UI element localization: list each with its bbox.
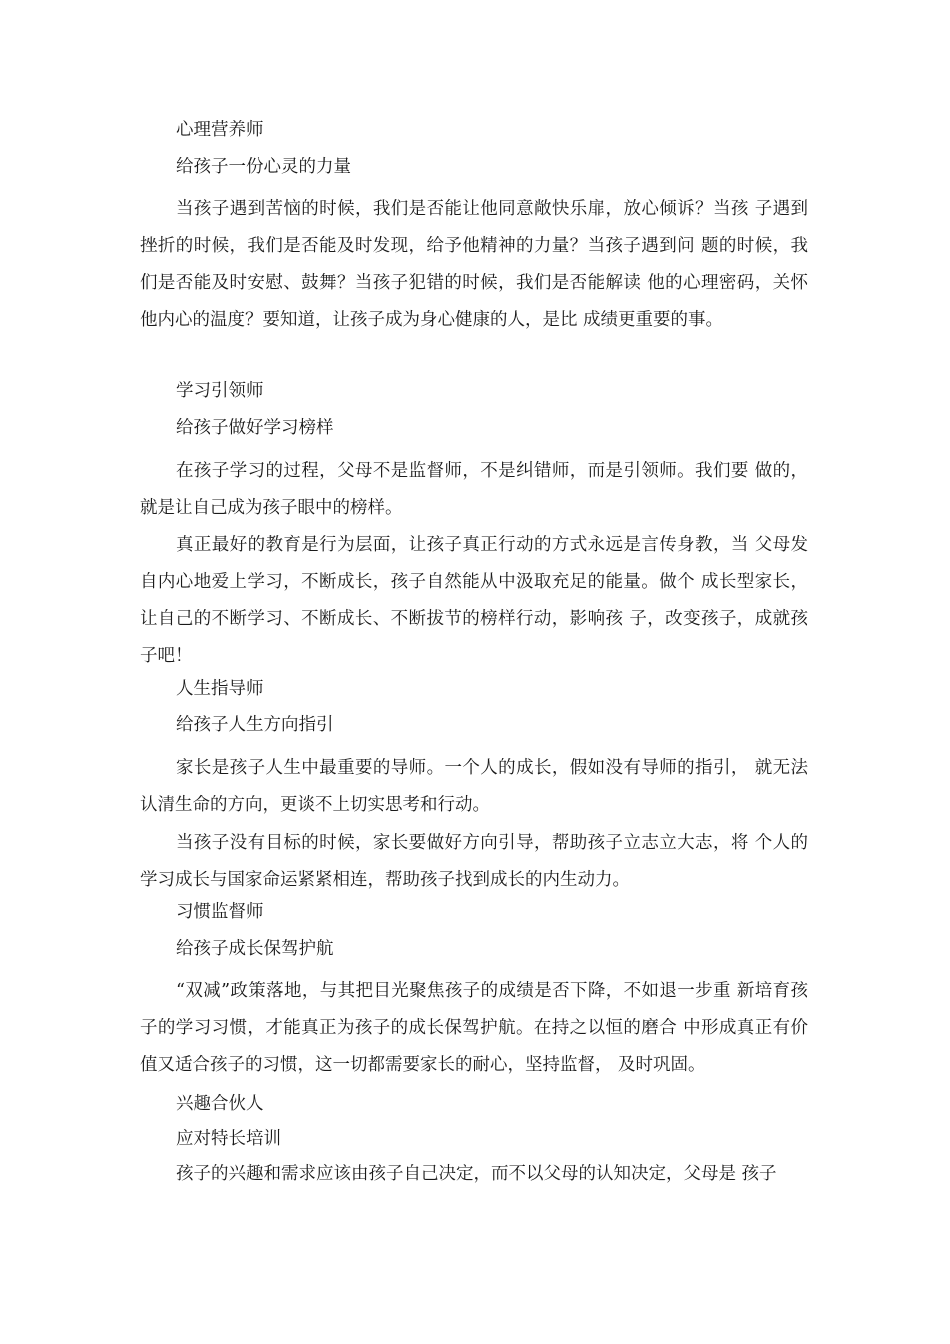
paragraph: 当孩子没有目标的时候，家长要做好方向引导，帮助孩子立志立大志，将 个人的学习成长与国家命运紧紧相连，帮助孩子找到成长的内生动力。 [140,833,808,890]
paragraph: 当孩子遇到苦恼的时候，我们是否能让他同意敞快乐扉，放心倾诉？当孩 子遇到挫折的时候，我们是否能及时发现，给予他精神的力量？当孩子遇到问 题的时候，我们是否能及时安慰、鼓舞？当孩子犯错的时候，我们是否能解读 他的心理密码，关怀他内心的温度？要知道，让孩子成为身心健康的人，是比 成绩更重要的事。 [140,199,808,330]
section-heading: 人生指导师 [176,679,264,699]
section-heading: 兴趣合伙人 [176,1094,264,1114]
section-heading: 心理营养师 [176,120,264,140]
paragraph: 家长是孩子人生中最重要的导师。一个人的成长，假如没有导师的指引， 就无法认清生命的方向，更谈不上切实思考和行动。 [140,758,808,815]
paragraph: 真正最好的教育是行为层面，让孩子真正行动的方式永远是言传身教，当 父母发自内心地爱上学习，不断成长，孩子自然能从中汲取充足的能量。做个 成长型家长，让自己的不断学习、不断成长、不断拔节的榜样行动，影响孩 子，改变孩子，成就孩子吧！ [140,535,808,666]
section-heading: 习惯监督师 [176,902,264,922]
paragraph: 在孩子学习的过程，父母不是监督师，不是纠错师，而是引领师。我们要 做的，就是让自己成为孩子眼中的榜样。 [140,461,808,518]
paragraph: “双减”政策落地，与其把目光聚焦孩子的成绩是否下降，不如退一步重 新培育孩子的学习习惯，才能真正为孩子的成长保驾护航。在持之以恒的磨合 中形成真正有价值又适合孩子的习惯，这一切都需要家长的耐心，坚持监督， 及时巩固。 [140,981,808,1075]
section-subheading: 给孩子一份心灵的力量 [176,157,351,177]
section-heading: 学习引领师 [176,381,264,401]
section-subheading: 给孩子成长保驾护航 [176,939,334,959]
section-subheading: 应对特长培训 [176,1129,281,1149]
section-subheading: 给孩子人生方向指引 [176,715,334,735]
paragraph: 孩子的兴趣和需求应该由孩子自己决定，而不以父母的认知决定，父母是 孩子 [176,1164,777,1184]
section-subheading: 给孩子做好学习榜样 [176,418,334,438]
